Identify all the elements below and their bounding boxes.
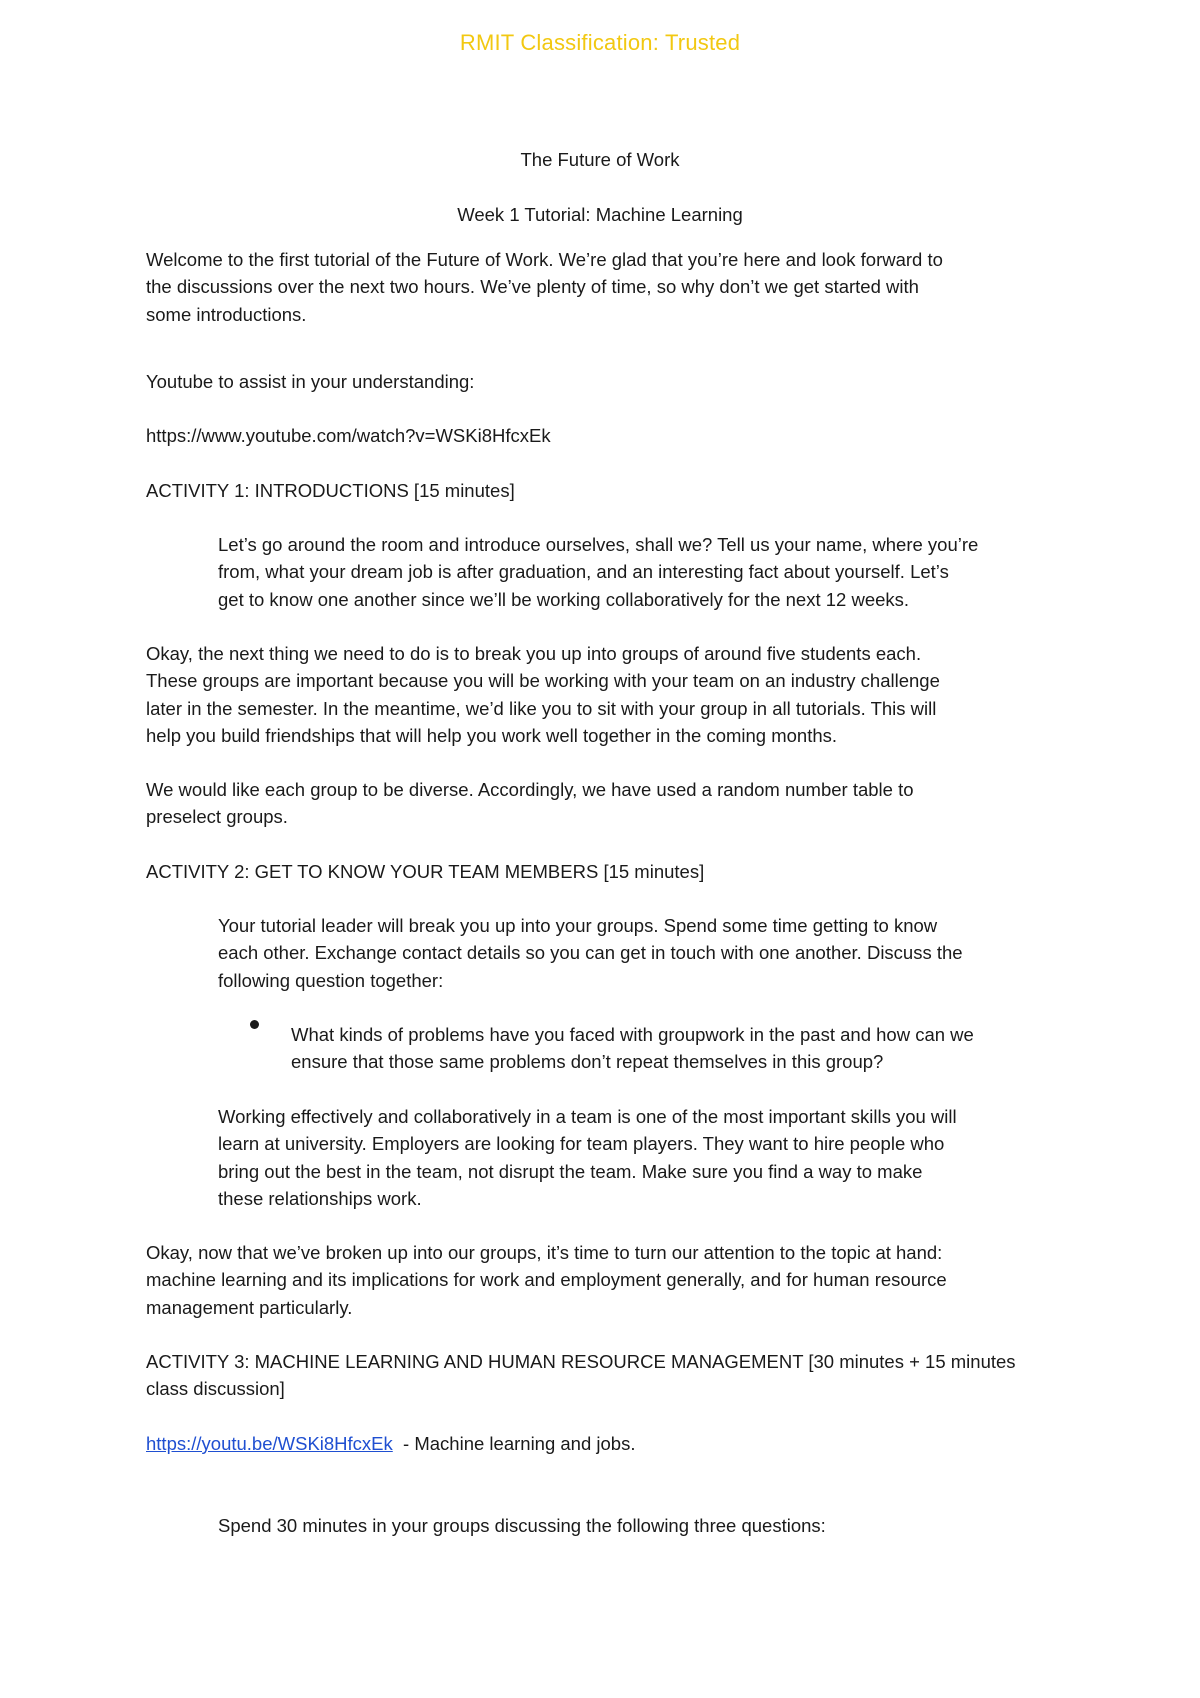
text-line: ensure that those same problems don’t repeat themselves in this group?: [291, 1051, 884, 1073]
activity1-paragraph: [218, 531, 978, 613]
text-line: Welcome to the first tutorial of the Future of Work. We’re glad that you’re here and look forward to: [146, 249, 943, 270]
youtube-label: [146, 368, 474, 395]
heading-text: ACTIVITY 2: GET TO KNOW YOUR TEAM MEMBERS [15 minutes]: [146, 861, 705, 882]
text-line: get to know one another since we’ll be working collaboratively for the next 12 weeks.: [218, 588, 910, 610]
text-line: each other. Exchange contact details so you can get in touch with one another. Discuss the: [218, 942, 963, 964]
intro-paragraph: [146, 246, 943, 328]
text-line: Your tutorial leader will break you up into your groups. Spend some time getting to know: [218, 915, 938, 936]
text-line: machine learning and its implications for work and employment generally, and for human resource: [146, 1269, 947, 1291]
activity3-heading: [146, 1348, 1016, 1403]
activity3-link-line: [146, 1430, 635, 1457]
text-line: these relationships work.: [218, 1187, 422, 1209]
activity3-instruction: [218, 1512, 826, 1539]
text-line: preselect groups.: [146, 806, 288, 828]
text-line: We would like each group to be diverse. Accordingly, we have used a random number table to: [146, 779, 914, 800]
youtube-short-link[interactable]: https://youtu.be/WSKi8HfcxEk: [146, 1433, 393, 1454]
heading-text: ACTIVITY 1: INTRODUCTIONS [15 minutes]: [146, 480, 515, 501]
text-line: Working effectively and collaboratively in a team is one of the most important skills you will: [218, 1106, 957, 1127]
diverse-paragraph: [146, 776, 914, 831]
activity2-paragraph: [218, 912, 963, 994]
groups-paragraph: [146, 640, 940, 749]
text-line: Okay, the next thing we need to do is to break you up into groups of around five students each.: [146, 643, 922, 664]
url-text[interactable]: https://www.youtube.com/watch?v=WSKi8HfcxEk: [146, 425, 551, 446]
text-line: bring out the best in the team, not disrupt the team. Make sure you find a way to make: [218, 1160, 923, 1182]
text-line: Youtube to assist in your understanding:: [146, 371, 475, 392]
text-line: later in the semester. In the meantime, we’d like you to sit with your group in all tutorials. This will: [146, 697, 937, 719]
activity1-heading: [146, 477, 515, 504]
activity2-bullet-item: [291, 1021, 974, 1076]
text-line: following question together:: [218, 969, 444, 991]
bullet-icon: [250, 1020, 259, 1029]
text-line: learn at university. Employers are looking for team players. They want to hire people who: [218, 1133, 945, 1155]
text-line: These groups are important because you will be working with your team on an industry challenge: [146, 670, 940, 692]
link-description: - Machine learning and jobs.: [392, 1433, 636, 1454]
document-title: The Future of Work: [520, 149, 680, 170]
text-line: class discussion]: [146, 1378, 285, 1400]
text-line: Okay, now that we’ve broken up into our groups, it’s time to turn our attention to the topic at hand:: [146, 1242, 943, 1263]
topic-paragraph: [146, 1239, 947, 1321]
classification-label: RMIT Classification: Trusted: [459, 30, 741, 55]
text-line: Spend 30 minutes in your groups discussing the following three questions:: [218, 1515, 826, 1536]
text-line: help you build friendships that will help you work well together in the coming months.: [146, 724, 838, 746]
text-line: What kinds of problems have you faced with groupwork in the past and how can we: [291, 1024, 974, 1045]
text-line: Let’s go around the room and introduce ourselves, shall we? Tell us your name, where you’re: [218, 534, 979, 555]
activity2-heading: [146, 858, 704, 885]
youtube-url[interactable]: [146, 422, 551, 449]
text-line: some introductions.: [146, 303, 307, 325]
document-subtitle: Week 1 Tutorial: Machine Learning: [457, 204, 743, 225]
text-line: ACTIVITY 3: MACHINE LEARNING AND HUMAN RESOURCE MANAGEMENT [30 minutes + 15 minutes: [146, 1351, 1016, 1372]
text-line: from, what your dream job is after graduation, and an interesting fact about yourself. Let’s: [218, 561, 949, 583]
text-line: the discussions over the next two hours. We’ve plenty of time, so why don’t we get started with: [146, 276, 919, 298]
text-line: management particularly.: [146, 1296, 353, 1318]
teamwork-paragraph: [218, 1103, 957, 1212]
